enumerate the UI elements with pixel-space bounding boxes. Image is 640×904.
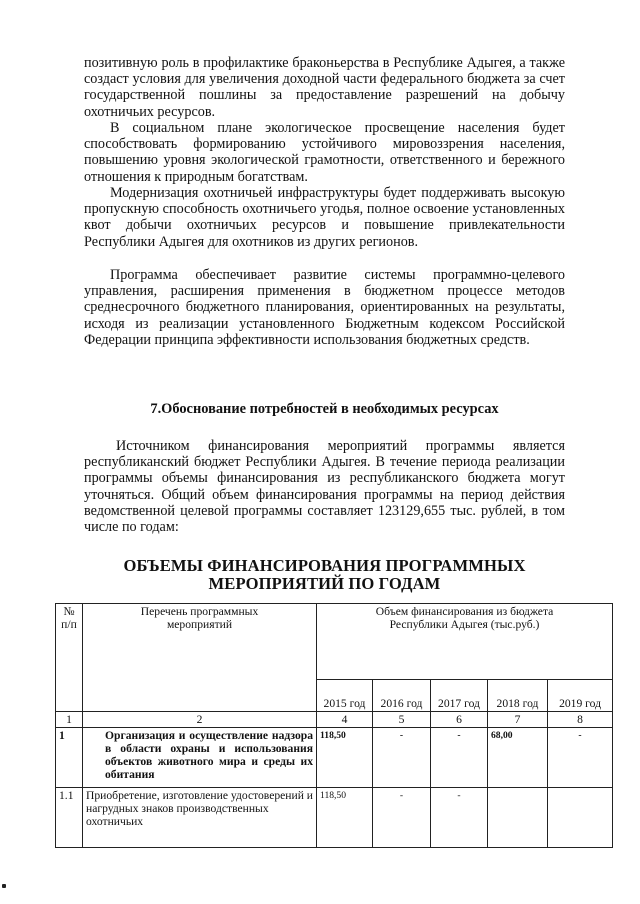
row-num: 1 bbox=[56, 728, 83, 788]
column-number: 6 bbox=[431, 712, 488, 728]
header-year: 2015 год bbox=[317, 680, 373, 712]
row-title: Приобретение, изготовление удостоверений и нагрудных знаков производственных охотничьих bbox=[83, 788, 317, 848]
column-number: 1 bbox=[56, 712, 83, 728]
table-row bbox=[56, 728, 613, 788]
row-value: 118,50 bbox=[317, 788, 373, 848]
row-value: - bbox=[431, 728, 488, 788]
paragraph-social: В социальном плане экологическое просвещение населения будет способствовать формированию устойчивого мировоззрения населения, повышению уровня экологической грамотности, ответственного и бережного отношения к природным богатствам. bbox=[84, 120, 565, 185]
column-number: 8 bbox=[548, 712, 613, 728]
table-title-line2: МЕРОПРИЯТИЙ ПО ГОДАМ bbox=[208, 574, 441, 593]
row-value bbox=[548, 788, 613, 848]
table-header-row bbox=[56, 604, 613, 680]
row-value: 118,50 bbox=[317, 728, 373, 788]
table-title-line1: ОБЪЕМЫ ФИНАНСИРОВАНИЯ ПРОГРАММНЫХ bbox=[123, 556, 526, 575]
column-number: 5 bbox=[373, 712, 431, 728]
row-value bbox=[488, 788, 548, 848]
header-list: Перечень программных мероприятий bbox=[83, 604, 317, 712]
header-year: 2016 год bbox=[373, 680, 431, 712]
header-year: 2017 год bbox=[431, 680, 488, 712]
paragraph-poaching: позитивную роль в профилактике браконьерства в Республике Адыгея, а также создаст условия для увеличения доходной части федерального бюджета за счет государственной пошлины за предоставление разрешений на добычу охотничьих ресурсов. bbox=[84, 55, 565, 120]
row-title: Организация и осуществление надзора в области охраны и использования объектов животного мира и среды их обитания bbox=[83, 728, 317, 788]
column-number: 4 bbox=[317, 712, 373, 728]
header-year: 2018 год bbox=[488, 680, 548, 712]
row-value: - bbox=[548, 728, 613, 788]
financing-table bbox=[55, 603, 613, 848]
row-value: 68,00 bbox=[488, 728, 548, 788]
header-num: № п/п bbox=[56, 604, 83, 712]
row-num: 1.1 bbox=[56, 788, 83, 848]
paragraph-modernization: Модернизация охотничьей инфраструктуры будет поддерживать высокую пропускную способность охотничьего угодья, полное освоение установленных квот добычи охотничьих ресурсов и повышение привлекательности Республики Адыгея для охотников из других регионов. bbox=[84, 185, 565, 250]
row-value: - bbox=[373, 788, 431, 848]
row-value: - bbox=[431, 788, 488, 848]
column-number: 2 bbox=[83, 712, 317, 728]
header-year: 2019 год bbox=[548, 680, 613, 712]
header-volume: Объем финансирования из бюджета Республики Адыгея (тыс.руб.) bbox=[317, 604, 613, 680]
column-number-row bbox=[56, 712, 613, 728]
column-number: 7 bbox=[488, 712, 548, 728]
section-7-heading: 7.Обоснование потребностей в необходимых ресурсах bbox=[150, 401, 499, 417]
section-7-body: Источником финансирования мероприятий программы является республиканский бюджет Республики Адыгея. В течение периода реализации программы объемы финансирования из республиканского бюджета могут уточняться. Общий объем финансирования программы на период действия ведомственной целевой программы составляет 123129,655 тыс. рублей, в том числе по годам: bbox=[84, 438, 565, 536]
row-value: - bbox=[373, 728, 431, 788]
table-row bbox=[56, 788, 613, 848]
scan-mark bbox=[2, 884, 6, 888]
paragraph-program: Программа обеспечивает развитие системы программно-целевого управления, расширения применения в бюджетном процессе методов среднесрочного бюджетного планирования, ориентированных на результаты, исходя из реализации установленного Бюджетным кодексом Российской Федерации принципа эффективности использования бюджетных средств. bbox=[84, 267, 565, 348]
